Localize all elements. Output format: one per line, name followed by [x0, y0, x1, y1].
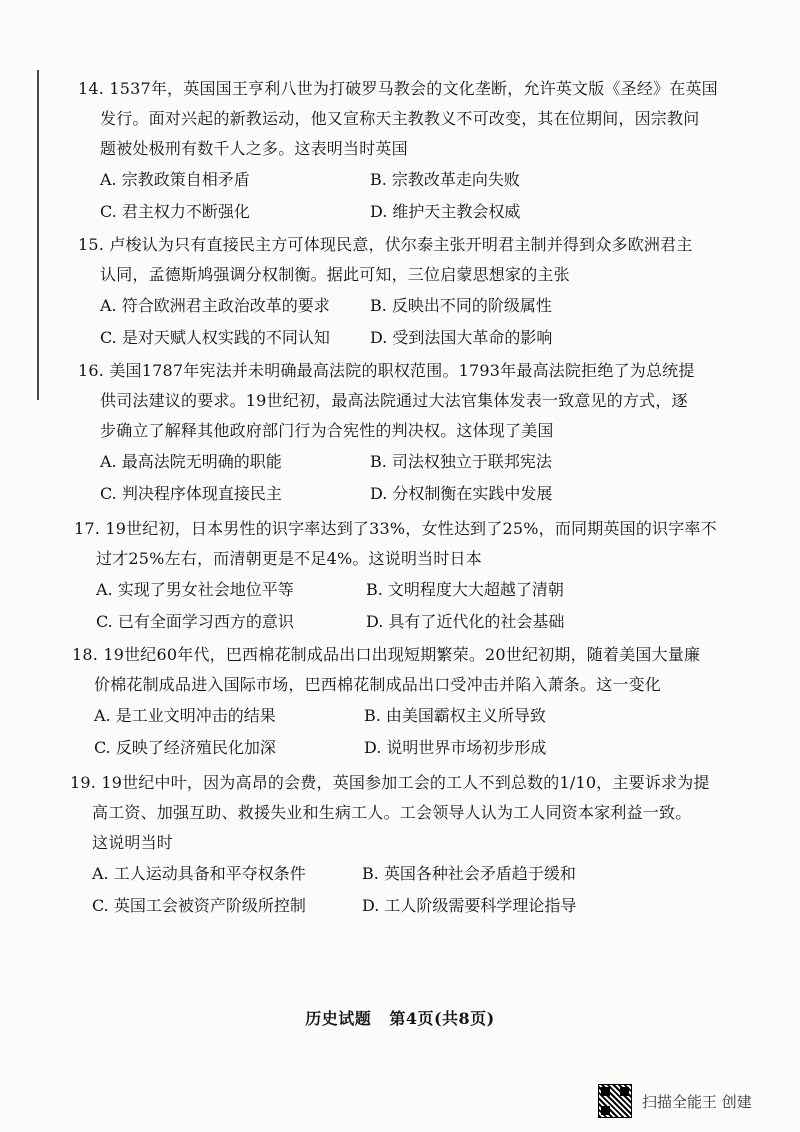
stem-line: 这说明当时: [92, 833, 174, 852]
options: [78, 446, 778, 510]
option-c: C. 反映了经济殖民化加深: [94, 738, 276, 757]
option-a: A. 最高法院无明确的职能: [100, 452, 282, 471]
question-stem: [74, 514, 778, 574]
options: [78, 290, 778, 354]
stem-line: 15. 卢梭认为只有直接民主方可体现民意，伏尔泰主张开明君主制并得到众多欧洲君主: [78, 235, 693, 254]
subject-title: 历史试题: [305, 1009, 372, 1028]
qr-code-icon: [598, 1084, 632, 1118]
option-b: B. 宗教改革走向失败: [370, 170, 520, 189]
option-b: B. 英国各种社会矛盾趋于缓和: [362, 864, 576, 883]
option-c: C. 君主权力不断强化: [100, 202, 250, 221]
question-16: [78, 356, 778, 510]
option-c: C. 是对天赋人权实践的不同认知: [100, 328, 330, 347]
stem-line: 高工资、加强互助、救援失业和生病工人。工会领导人认为工人同资本家利益一致。: [92, 803, 692, 822]
options: [78, 164, 778, 228]
option-d: D. 维护天主教会权威: [370, 202, 521, 221]
options: [70, 858, 778, 922]
option-d: D. 具有了近代化的社会基础: [366, 612, 565, 631]
stem-line: 供司法建议的要求。19世纪初，最高法院通过大法官集体发表一致意见的方式，逐: [100, 391, 688, 410]
option-d: D. 分权制衡在实践中发展: [370, 484, 553, 503]
option-a: A. 实现了男女社会地位平等: [96, 580, 294, 599]
question-15: [78, 230, 778, 354]
options: [74, 574, 778, 638]
question-19: [70, 768, 778, 922]
question-stem: [78, 74, 778, 164]
stem-line: 发行。面对兴起的新教运动，他又宣称天主教教义不可改变，其在位期间，因宗教问: [100, 109, 700, 128]
stem-line: 17. 19世纪初，日本男性的识字率达到了33%，女性达到了25%，而同期英国的识字率不: [74, 519, 717, 538]
option-d: D. 受到法国大革命的影响: [370, 328, 553, 347]
stem-line: 题被处极刑有数千人之多。这表明当时英国: [100, 139, 408, 158]
question-stem: [72, 640, 778, 700]
question-stem: [70, 768, 778, 858]
stem-line: 19. 19世纪中叶，因为高昂的会费，英国参加工会的工人不到总数的1/10，主要诉求为提: [70, 773, 710, 792]
stem-line: 价棉花制成品进入国际市场，巴西棉花制成品出口受冲击并陷入萧条。这一变化: [94, 675, 662, 694]
options: [72, 700, 778, 764]
stem-line: 步确立了解释其他政府部门行为合宪性的判决权。这体现了美国: [100, 421, 554, 440]
question-14: [78, 74, 778, 228]
stem-line: 过才25%左右，而清朝更是不足4%。这说明当时日本: [96, 549, 482, 568]
option-d: D. 工人阶级需要科学理论指导: [362, 896, 577, 915]
option-d: D. 说明世界市场初步形成: [364, 738, 547, 757]
question-stem: [78, 356, 778, 446]
option-a: A. 符合欧洲君主政治改革的要求: [100, 296, 330, 315]
option-b: B. 反映出不同的阶级属性: [370, 296, 552, 315]
page-footer: [0, 1006, 800, 1029]
option-b: B. 文明程度大大超越了清朝: [366, 580, 564, 599]
watermark-text: 扫描全能王 创建: [642, 1092, 752, 1111]
stem-line: 14. 1537年，英国国王亨利八世为打破罗马教会的文化垄断，允许英文版《圣经》在英国: [78, 79, 718, 98]
option-c: C. 判决程序体现直接民主: [100, 484, 282, 503]
option-c: C. 英国工会被资产阶级所控制: [92, 896, 306, 915]
stem-line: 认同，孟德斯鸠强调分权制衡。据此可知，三位启蒙思想家的主张: [100, 265, 570, 284]
question-stem: [78, 230, 778, 290]
margin-line: [37, 70, 39, 400]
option-b: B. 由美国霸权主义所导致: [364, 706, 546, 725]
option-a: A. 是工业文明冲击的结果: [94, 706, 276, 725]
page-number: 第4页(共8页): [389, 1009, 495, 1028]
stem-line: 18. 19世纪60年代，巴西棉花制成品出口出现短期繁荣。20世纪初期，随着美国大量廉: [72, 645, 701, 664]
option-c: C. 已有全面学习西方的意识: [96, 612, 294, 631]
question-17: [74, 514, 778, 638]
scanner-watermark: [598, 1084, 752, 1118]
question-list: [70, 74, 778, 922]
stem-line: 16. 美国1787年宪法并未明确最高法院的职权范围。1793年最高法院拒绝了为总统提: [78, 361, 695, 380]
option-a: A. 宗教政策自相矛盾: [100, 170, 250, 189]
option-b: B. 司法权独立于联邦宪法: [370, 452, 552, 471]
option-a: A. 工人运动具备和平夺权条件: [92, 864, 306, 883]
question-18: [72, 640, 778, 764]
